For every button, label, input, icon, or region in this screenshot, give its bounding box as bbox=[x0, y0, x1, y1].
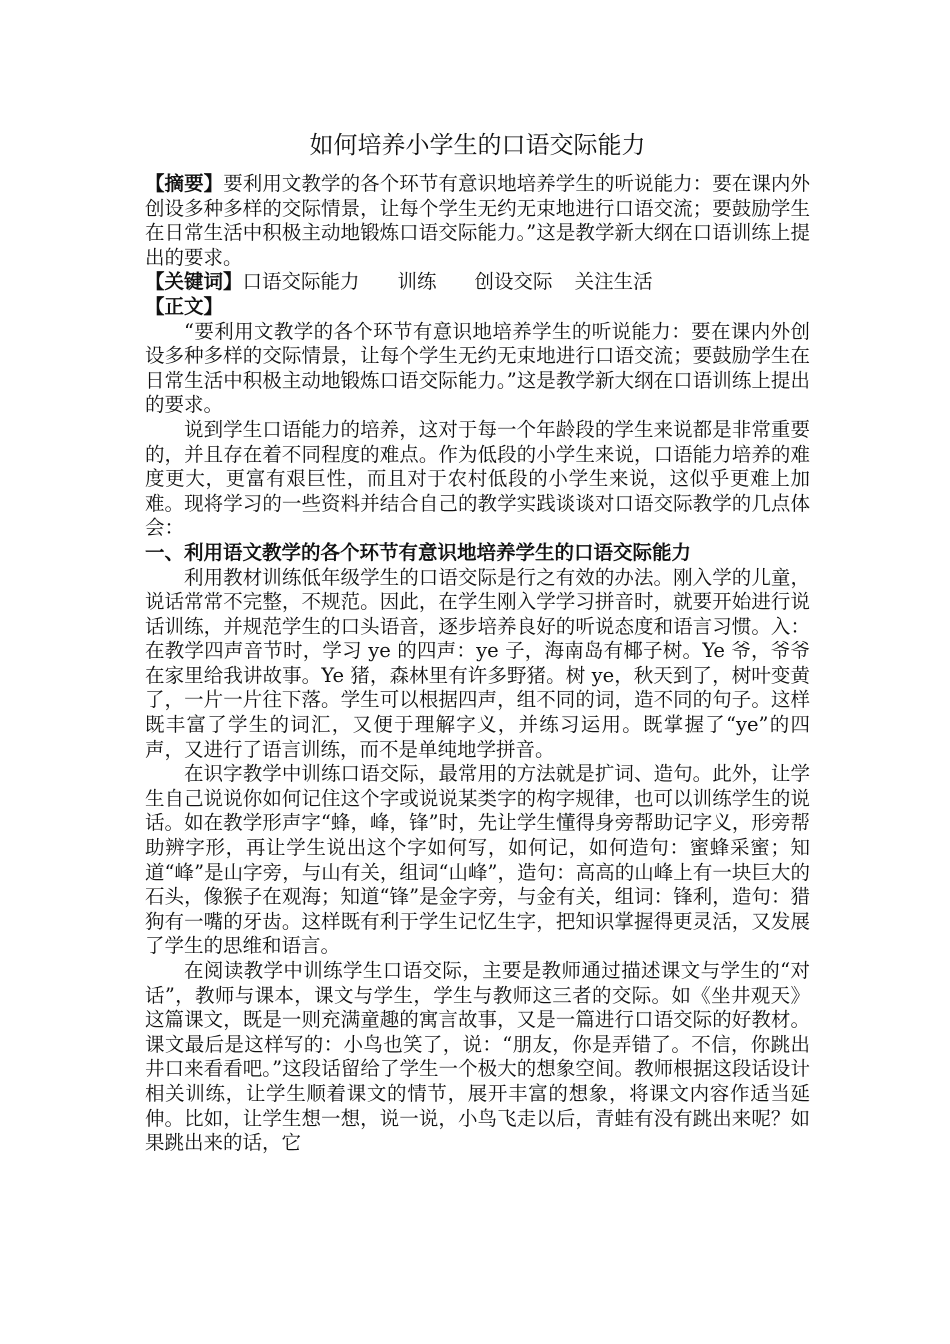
body-paragraph: 利用教材训练低年级学生的口语交际是行之有效的办法。刚入学的儿童，说话常常不完整，不规范。因此，在学生刚入学学习拼音时，就要开始进行说话训练，并规范学生的口头语音，逐步培养良好的听说态度和语言习惯。入：在教学四声音节时，学习 ye 的四声：ye 子，海南岛有椰子树。Ye 爷，爷爷在家里给我讲故事。Ye 猪，森林里有许多野猪。树 ye，秋天到了，树叶变黄了，一片一片往下落。学生可以根据四声，组不同的词，造不同的句子。这样既丰富了学生的词汇，又便于理解字义，并练习运用。既掌握了“ye”的四声，又进行了语言训练，而不是单纯地学拼音。 bbox=[145, 565, 810, 761]
section-heading: 一、利用语文教学的各个环节有意识地培养学生的口语交际能力 bbox=[145, 540, 692, 564]
keyword-item: 关注生活 bbox=[574, 270, 653, 294]
abstract-text: 要利用文教学的各个环节有意识地培养学生的听说能力：要在课内外创设多种多样的交际情景，让每个学生无约无束地进行口语交流；要鼓励学生在日常生活中积极主动地锻炼口语交际能力。”这是教学新大纲在口语训练上提出的要求。 bbox=[145, 172, 810, 269]
keywords bbox=[145, 270, 810, 295]
body-paragraph: 说到学生口语能力的培养，这对于每一个年龄段的学生来说都是非常重要的，并且存在着不同程度的难点。作为低段的小学生来说，口语能力培养的难度更大，更富有艰巨性，而且对于农村低段的小学生来说，这似乎更难上加难。现将学习的一些资料并结合自己的教学实践谈谈对口语交际教学的几点体会： bbox=[145, 417, 810, 540]
keyword-item: 训练 bbox=[397, 270, 437, 294]
document-page bbox=[145, 128, 810, 1156]
abstract bbox=[145, 172, 810, 270]
body-label: 【正文】 bbox=[145, 294, 224, 318]
body-paragraph: 在阅读教学中训练学生口语交际，主要是教师通过描述课文与学生的“对话”，教师与课本，课文与学生，学生与教师这三者的交际。如《坐井观天》这篇课文，既是一则充满童趣的寓言故事，又是一篇进行口语交际的好教材。课文最后是这样写的：小鸟也笑了，说：“朋友，你是弄错了。不信，你跳出井口来看看吧。”这段话留给了学生一个极大的想象空间。教师根据这段话设计相关训练，让学生顺着课文的情节，展开丰富的想象，将课文内容作适当延伸。比如，让学生想一想，说一说，小鸟飞走以后，青蛙有没有跳出来呢？如果跳出来的话，它 bbox=[145, 959, 810, 1155]
keyword-item: 口语交际能力 bbox=[242, 270, 360, 294]
keyword-item: 创设交际 bbox=[474, 270, 553, 294]
keywords-label: 【关键词】 bbox=[145, 270, 243, 294]
body-paragraph: “要利用文教学的各个环节有意识地培养学生的听说能力：要在课内外创设多种多样的交际情景，让每个学生无约无束地进行口语交流；要鼓励学生在日常生活中积极主动地锻炼口语交际能力。”这是教学新大纲在口语训练上提出的要求。 bbox=[145, 319, 810, 417]
document-title: 如何培养小学生的口语交际能力 bbox=[309, 131, 646, 159]
body-paragraph: 在识字教学中训练口语交际，最常用的方法就是扩词、造句。此外，让学生自己说说你如何记住这个字或说说某类字的构字规律，也可以训练学生的说话。如在教学形声字“蜂，峰，锋”时，先让学生懂得身旁帮助记字义，形旁帮助辨字形，再让学生说出这个字如何写，如何记，如何造句：蜜蜂采蜜；知道“峰”是山字旁，与山有关，组词“山峰”，造句：高高的山峰上有一块巨大的石头，像猴子在观海；知道“锋”是金字旁，与金有关，组词：锋利，造句：猎狗有一嘴的牙齿。这样既有利于学生记忆生字，把知识掌握得更灵活，又发展了学生的思维和语言。 bbox=[145, 762, 810, 958]
abstract-label: 【摘要】 bbox=[145, 172, 224, 195]
